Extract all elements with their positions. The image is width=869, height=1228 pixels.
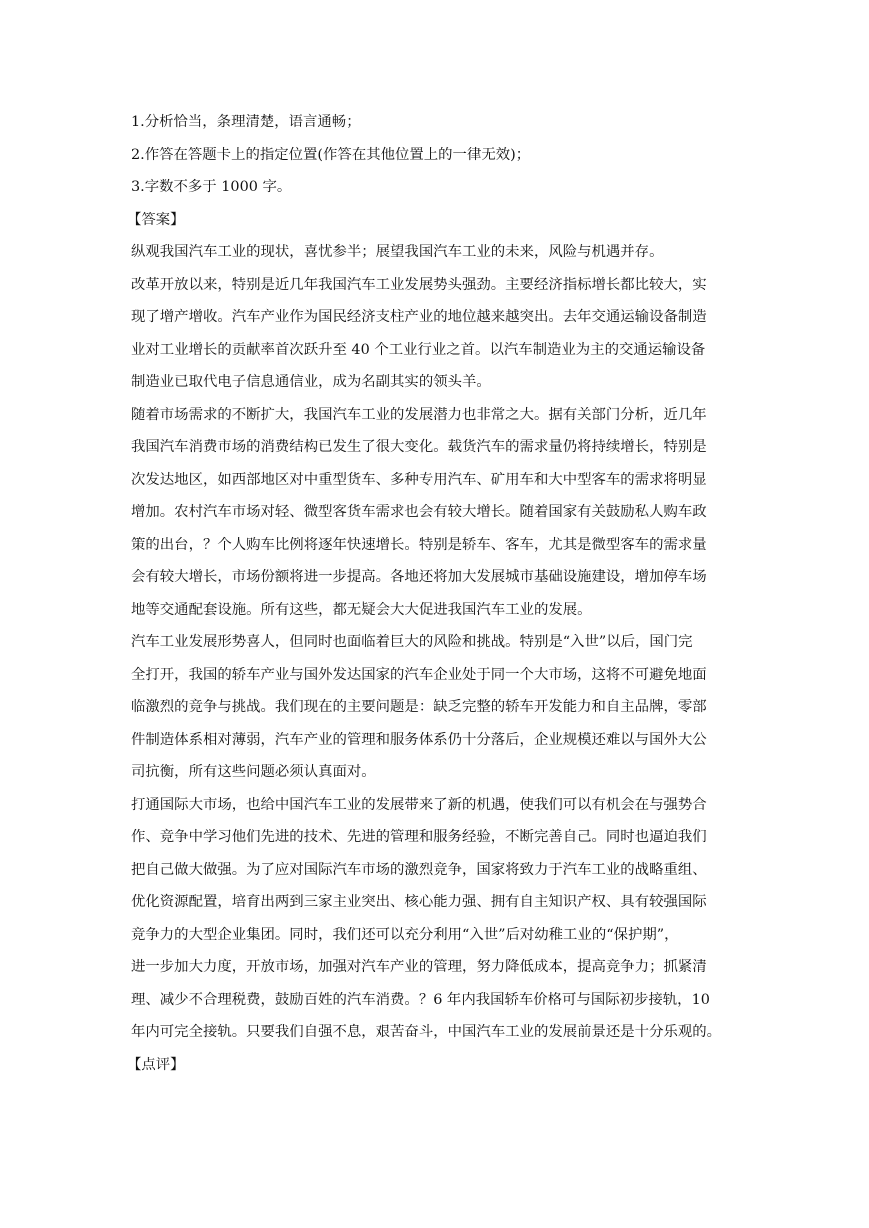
- answer-paragraph-4: [131, 630, 739, 793]
- text-line: 策的出台，？个人购车比例将逐年快速增长。特别是轿车、客车，尤其是微型客车的需求量: [131, 536, 707, 553]
- text-line: 增加。农村汽车市场对轻、微型客货车需求也会有较大增长。随着国家有关鼓励私人购车政: [131, 504, 707, 520]
- text-line: 汽车工业发展形势喜人，但同时也面临着巨大的风险和挑战。特别是“入世”以后，国门完: [131, 634, 693, 650]
- text-line: 全打开，我国的轿车产业与国外发达国家的汽车企业处于同一个大市场，这将不可避免地面: [131, 666, 707, 683]
- text-line: 作、竞争中学习他们先进的技术、先进的管理和服务经验，不断完善自己。同时也逼迫我们: [131, 829, 707, 845]
- text-line: 次发达地区，如西部地区对中重型货车、多种专用汽车、矿用车和大中型客车的需求将明显: [131, 471, 707, 488]
- text-line: 司抗衡，所有这些问题必须认真面对。: [131, 764, 376, 780]
- text-line: 优化资源配置，培育出两到三家主业突出、核心能力强、拥有自主知识产权、具有较强国际: [131, 894, 707, 910]
- text-line: 把自己做大做强。为了应对国际汽车市场的激烈竞争，国家将致力于汽车工业的战略重组、: [131, 861, 707, 878]
- text-line: 件制造体系相对薄弱，汽车产业的管理和服务体系仍十分落后，企业规模还难以与国外大公: [131, 731, 707, 748]
- text-line: 业对工业增长的贡献率首次跃升至 40 个工业行业之首。以汽车制造业为主的交通运输设备: [131, 341, 706, 358]
- text-line: 我国汽车消费市场的消费结构已发生了很大变化。载货汽车的需求量仍将持续增长，特别是: [131, 439, 707, 455]
- text-line: 会有较大增长，市场份额将进一步提高。各地还将加大发展城市基础设施建设，增加停车场: [131, 569, 707, 585]
- text-line: 地等交通配套设施。所有这些，都无疑会大大促进我国汽车工业的发展。: [131, 601, 592, 618]
- requirement-3: 3.字数不多于 1000 字。: [131, 179, 292, 195]
- comment-heading: 【点评】: [127, 1056, 185, 1073]
- text-line: 进一步加大力度，开放市场，加强对汽车产业的管理，努力降低成本，提高竞争力；抓紧清: [131, 959, 707, 975]
- text-line: 打通国际大市场，也给中国汽车工业的发展带来了新的机遇，使我们可以有机会在与强势合: [131, 796, 707, 813]
- text-line: 随着市场需求的不断扩大，我国汽车工业的发展潜力也非常之大。据有关部门分析，近几年: [131, 406, 707, 423]
- answer-paragraph-3: [131, 403, 739, 631]
- answer-heading: 【答案】: [127, 211, 185, 228]
- requirement-1: 1.分析恰当，条理清楚，语言通畅；: [131, 114, 361, 130]
- answer-paragraph-2: [131, 273, 739, 403]
- answer-paragraph-1: [131, 240, 739, 273]
- text-line: 纵观我国汽车工业的现状，喜忧参半；展望我国汽车工业的未来，风险与机遇并存。: [131, 244, 664, 260]
- document-body: [127, 110, 739, 1085]
- text-line: 现了增产增收。汽车产业作为国民经济支柱产业的地位越来越突出。去年交通运输设备制造: [131, 309, 707, 325]
- text-line: 竞争力的大型企业集团。同时，我们还可以充分利用“入世”后对幼稚工业的“保护期”，: [131, 926, 679, 943]
- text-line: 理、减少不合理税费，鼓励百姓的汽车消费。？6 年内我国轿车价格可与国际初步接轨，10: [131, 991, 710, 1008]
- requirement-2: 2.作答在答题卡上的指定位置(作答在其他位置上的一律无效)；: [131, 146, 531, 163]
- text-line: 制造业已取代电子信息通信业，成为名副其实的领头羊。: [131, 374, 491, 390]
- text-line: 改革开放以来，特别是近几年我国汽车工业发展势头强劲。主要经济指标增长都比较大，实: [131, 276, 707, 293]
- answer-paragraph-5: [131, 793, 739, 1053]
- text-line: 年内可完全接轨。只要我们自强不息，艰苦奋斗，中国汽车工业的发展前景还是十分乐观的。: [131, 1024, 722, 1040]
- text-line: 临激烈的竞争与挑战。我们现在的主要问题是：缺乏完整的轿车开发能力和自主品牌，零部: [131, 699, 707, 715]
